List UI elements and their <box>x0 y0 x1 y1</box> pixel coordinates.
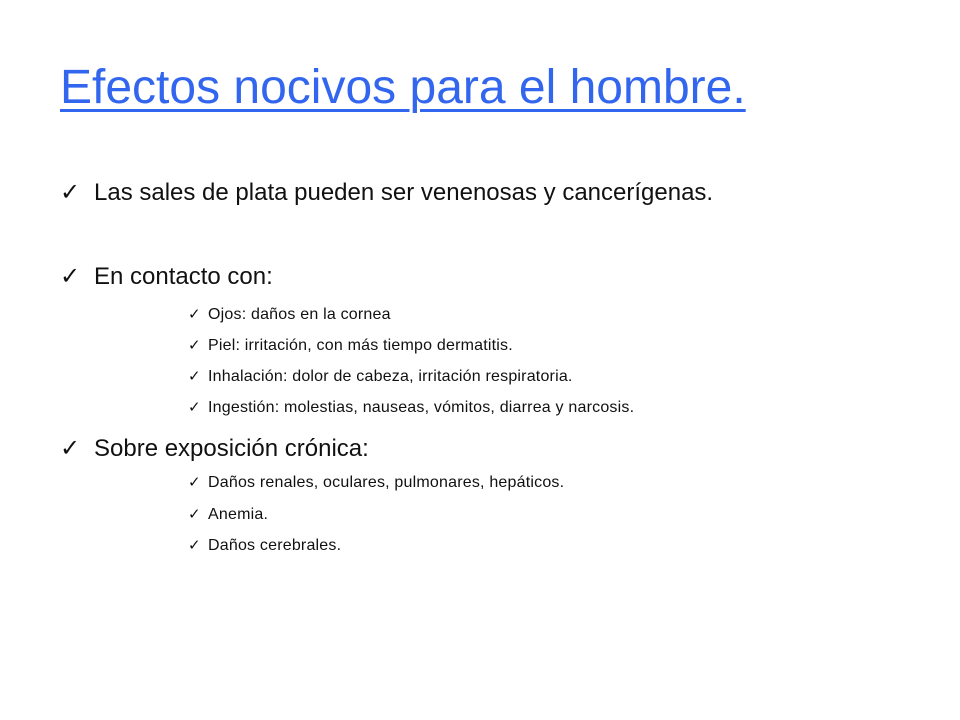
check-mark-icon: ✓ <box>60 263 81 290</box>
sub-bullet-text: Ojos: daños en la cornea <box>208 306 391 323</box>
check-mark-icon: ✓ <box>60 435 81 462</box>
sub-bullet-text: Daños renales, oculares, pulmonares, hepáticos. <box>208 474 565 491</box>
bullet-item-2 <box>60 260 760 294</box>
bullet-text: En contacto con: <box>94 263 273 290</box>
sub-bullet-text: Ingestión: molestias, nauseas, vómitos, diarrea y narcosis. <box>208 399 635 416</box>
check-mark-icon: ✓ <box>188 306 201 323</box>
sub-bullet-item <box>188 366 828 388</box>
sub-bullet-text: Inhalación: dolor de cabeza, irritación respiratoria. <box>208 368 573 385</box>
sub-bullet-item <box>188 535 828 557</box>
bullet-item-1 <box>60 176 760 210</box>
check-mark-icon: ✓ <box>60 179 81 206</box>
check-mark-icon: ✓ <box>188 337 201 354</box>
sub-bullet-item <box>188 335 828 357</box>
check-mark-icon: ✓ <box>188 506 201 523</box>
sub-bullet-item <box>188 304 828 326</box>
check-mark-icon: ✓ <box>188 399 201 416</box>
bullet-text: Las sales de plata pueden ser venenosas y cancerígenas. <box>94 179 714 206</box>
sub-bullet-text: Anemia. <box>208 506 269 523</box>
sub-bullet-item <box>188 472 828 494</box>
sub-bullet-text: Piel: irritación, con más tiempo dermatitis. <box>208 337 513 354</box>
sub-bullet-item <box>188 397 828 419</box>
bullet-item-3 <box>60 432 760 466</box>
slide-title: Efectos nocivos para el hombre. <box>60 61 746 114</box>
check-mark-icon: ✓ <box>188 368 201 385</box>
sub-bullet-text: Daños cerebrales. <box>208 537 342 554</box>
sub-bullet-item <box>188 504 828 526</box>
check-mark-icon: ✓ <box>188 474 201 491</box>
check-mark-icon: ✓ <box>188 537 201 554</box>
bullet-text: Sobre exposición crónica: <box>94 435 369 462</box>
